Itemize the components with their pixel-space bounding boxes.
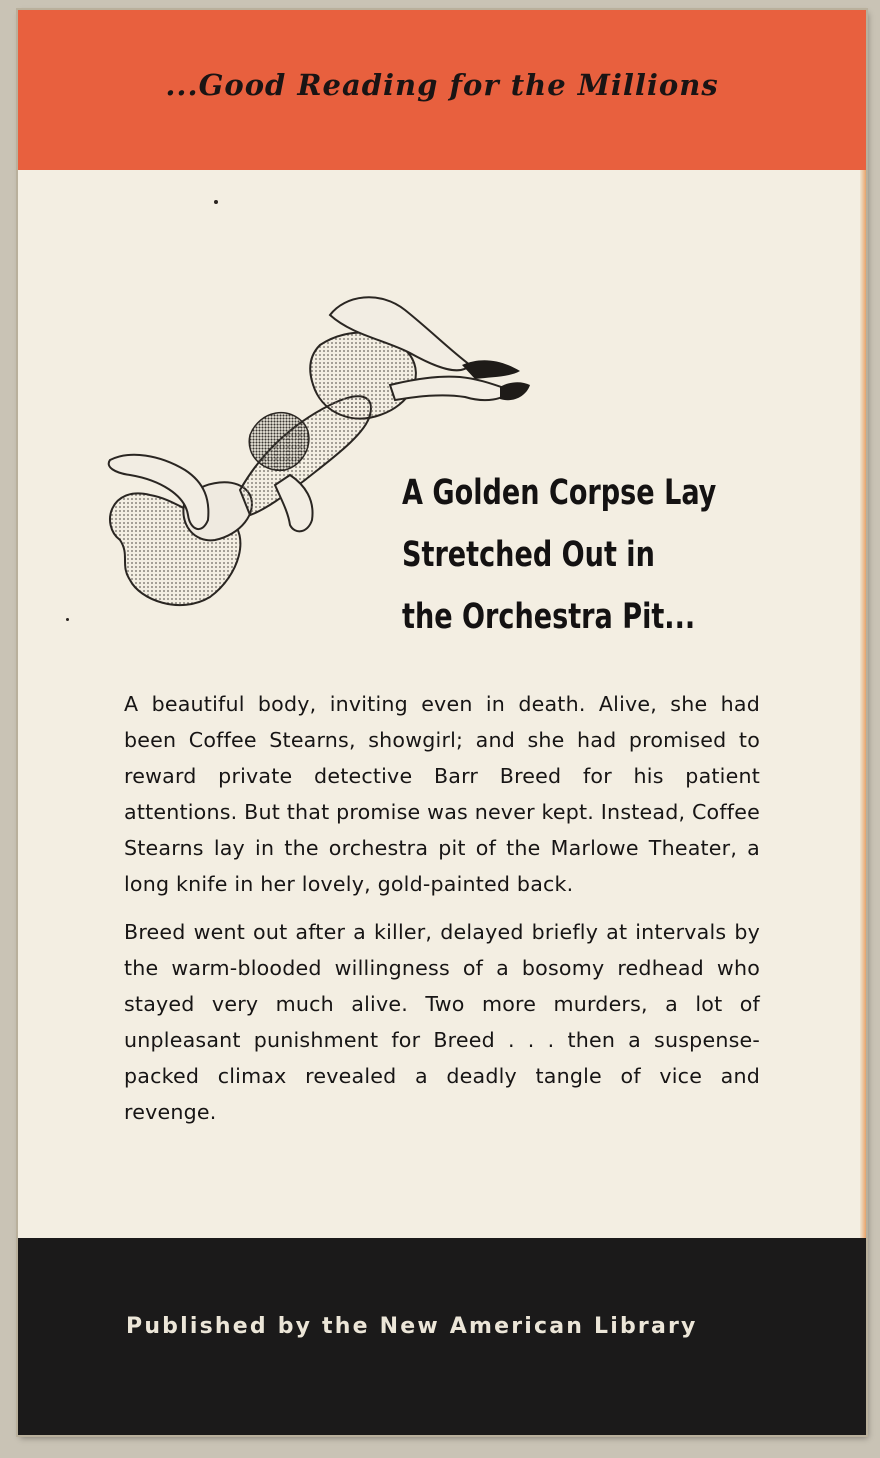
top-color-band [18, 10, 866, 170]
arm-shape [275, 475, 313, 531]
shoe-shape [500, 382, 530, 400]
publisher-credit: Published by the New American Library [126, 1314, 698, 1339]
blurb-paragraph: A beautiful body, inviting even in death. Alive, she had been Coffee Stearns, showgirl; and she had promised to reward private detective Barr Breed for his patient attentions. But that promise was never kept. Instead, Coffee Stearns lay in the orchestra pit of the Marlowe Theater, a long knife in her lovely, gold-painted back. [124, 692, 760, 896]
shoe-shape [462, 360, 520, 379]
book-back-cover [18, 10, 866, 1435]
series-tagline: ...Good Reading for the Millions [165, 68, 719, 102]
cover-edge-wear [860, 170, 866, 1250]
costume-shape [249, 413, 309, 471]
paper-speck [66, 618, 69, 621]
headline [402, 462, 729, 648]
headline-line: the Orchestra Pit... [402, 597, 696, 637]
headline-line: A Golden Corpse Lay [402, 473, 717, 513]
blurb-text [124, 686, 760, 1142]
paper-speck [214, 200, 218, 204]
blurb-paragraph: Breed went out after a killer, delayed briefly at intervals by the warm-blooded willingness of a bosomy redhead who stayed very much alive. Two more murders, a lot of unpleasant punishment for Breed . . . then a suspense-packed climax revealed a deadly tangle of vice and revenge. [124, 920, 760, 1124]
headline-line: Stretched Out in [402, 535, 655, 575]
leg-shape [390, 377, 510, 401]
